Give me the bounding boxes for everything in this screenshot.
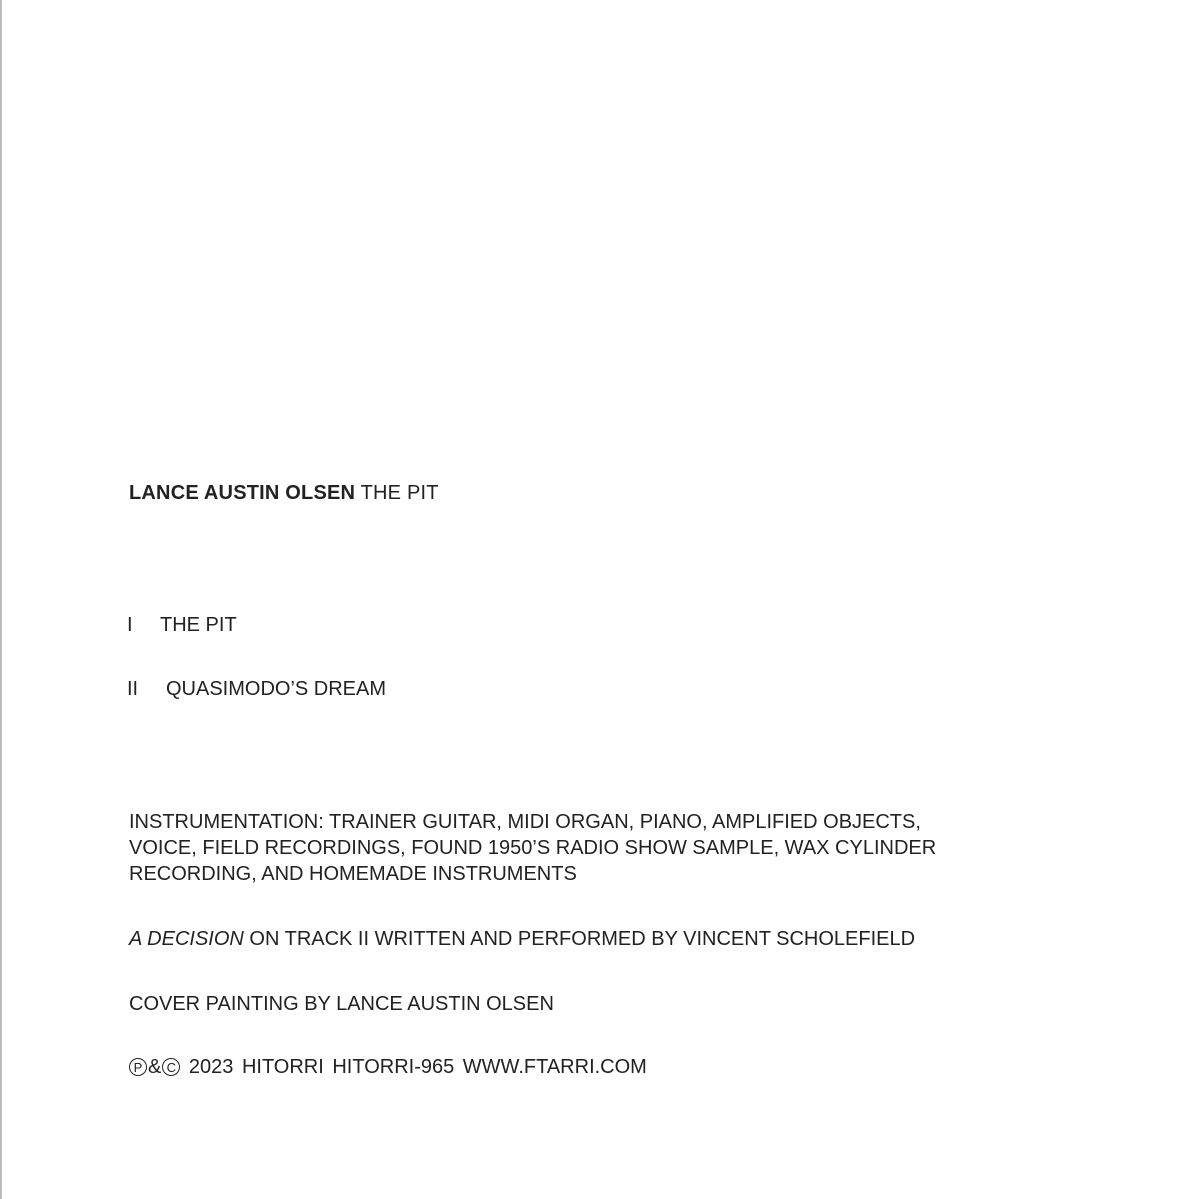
track-number: I	[127, 614, 133, 636]
footer-text: 2023 HITORRI HITORRI-965 WWW.FTARRI.COM	[180, 1056, 647, 1078]
album-title: THE PIT	[360, 482, 439, 504]
instrumentation-credit	[129, 809, 936, 887]
track-item	[127, 612, 237, 638]
track-item	[127, 676, 386, 702]
copyright-footer	[129, 1054, 647, 1080]
album-title-line	[129, 480, 439, 506]
decision-credit	[129, 926, 915, 952]
copyright-symbol: C	[162, 1058, 180, 1076]
instrumentation-line: VOICE, FIELD RECORDINGS, FOUND 1950’S RADIO SHOW SAMPLE, WAX CYLINDER	[129, 837, 937, 859]
instrumentation-line: RECORDING, AND HOMEMADE INSTRUMENTS	[129, 863, 577, 885]
instrumentation-line: INSTRUMENTATION: TRAINER GUITAR, MIDI ORGAN, PIANO, AMPLIFIED OBJECTS,	[129, 811, 921, 833]
track-name: QUASIMODO’S DREAM	[166, 678, 387, 700]
track-number: II	[127, 678, 139, 700]
ampersand: &	[148, 1056, 162, 1078]
phonogram-symbol: P	[129, 1058, 147, 1076]
track-name: THE PIT	[160, 614, 237, 636]
decision-text: ON TRACK II WRITTEN AND PERFORMED BY VINCENT SCHOLEFIELD	[243, 928, 916, 950]
left-border	[0, 0, 2, 1199]
decision-title: A DECISION	[129, 928, 244, 950]
cover-credit: COVER PAINTING BY LANCE AUSTIN OLSEN	[129, 993, 554, 1015]
artist-name: LANCE AUSTIN OLSEN	[129, 482, 356, 504]
